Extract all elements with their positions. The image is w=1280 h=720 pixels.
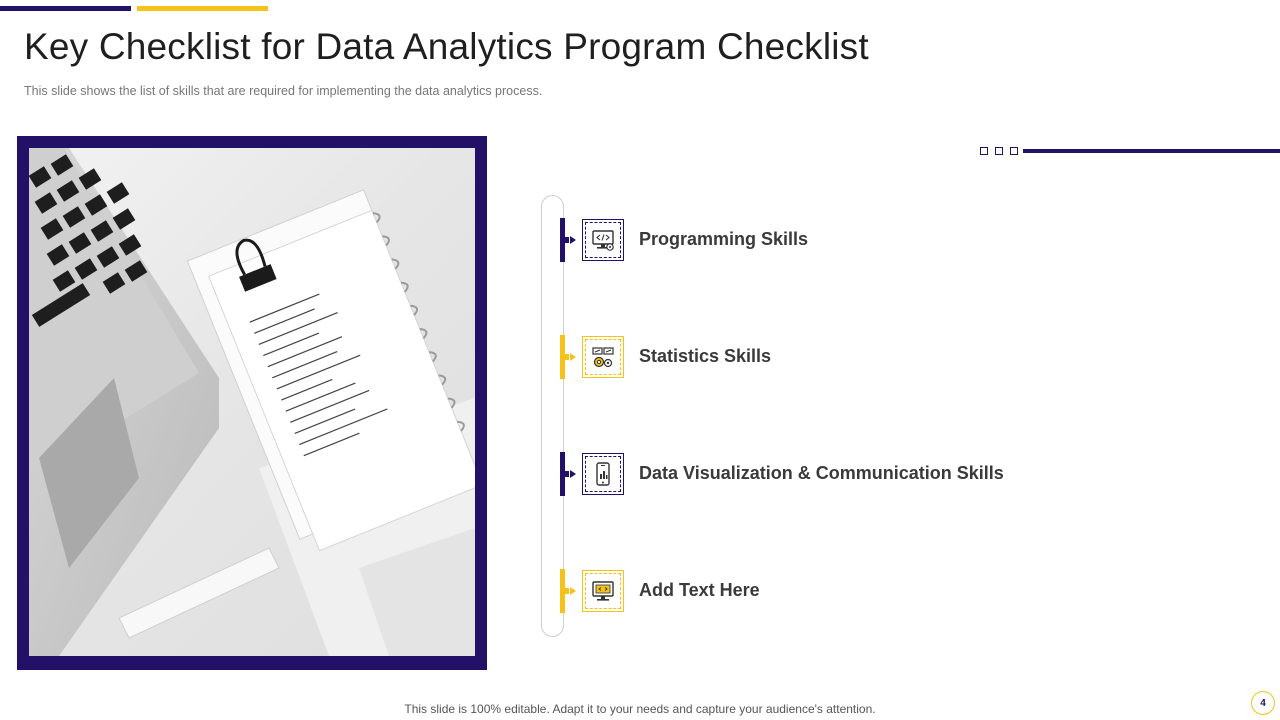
arrow-right-icon	[570, 470, 576, 478]
checklist-item-label: Add Text Here	[639, 580, 760, 600]
checklist-item-programming	[560, 218, 1080, 262]
deco-square	[980, 147, 988, 155]
icon-box	[582, 219, 624, 261]
laptop-and-notepad-photo-icon	[29, 148, 475, 656]
deco-line	[1023, 149, 1280, 153]
mobile-chart-icon	[590, 461, 616, 487]
code-monitor-icon	[590, 227, 616, 253]
checklist-item-label: Statistics Skills	[639, 346, 772, 366]
icon-box	[582, 336, 624, 378]
timeline-node	[560, 354, 569, 360]
arrow-right-icon	[570, 236, 576, 244]
checklist-item-statistics	[560, 335, 1080, 379]
timeline-node	[560, 471, 569, 477]
decorative-squares-line	[980, 146, 1280, 156]
icon-box	[582, 570, 624, 612]
top-accent-bar-purple	[0, 6, 131, 11]
checklist-item-label: Programming Skills	[639, 229, 809, 249]
page-number: 4	[1251, 691, 1275, 715]
photo-frame	[17, 136, 487, 670]
deco-square	[995, 147, 1003, 155]
checklist-item-data-visualization	[560, 452, 1080, 496]
timeline-node	[560, 588, 569, 594]
timeline-node	[560, 237, 569, 243]
arrow-right-icon	[570, 353, 576, 361]
top-accent-bar-yellow	[137, 6, 268, 11]
checklist-item-label: Data Visualization & Communication Skills	[639, 463, 1004, 483]
checklist-item-add-text	[560, 569, 1080, 613]
footer-note: This slide is 100% editable. Adapt it to your needs and capture your audience's attention.	[404, 702, 876, 716]
deco-square	[1010, 147, 1018, 155]
desktop-screen-icon	[590, 578, 616, 604]
arrow-right-icon	[570, 587, 576, 595]
page-subtitle: This slide shows the list of skills that are required for implementing the data analytics process.	[24, 84, 543, 98]
icon-box	[582, 453, 624, 495]
laptop-notepad-photo	[29, 148, 475, 656]
page-title: Key Checklist for Data Analytics Program Checklist	[24, 26, 869, 67]
statistics-gears-icon	[590, 344, 616, 370]
